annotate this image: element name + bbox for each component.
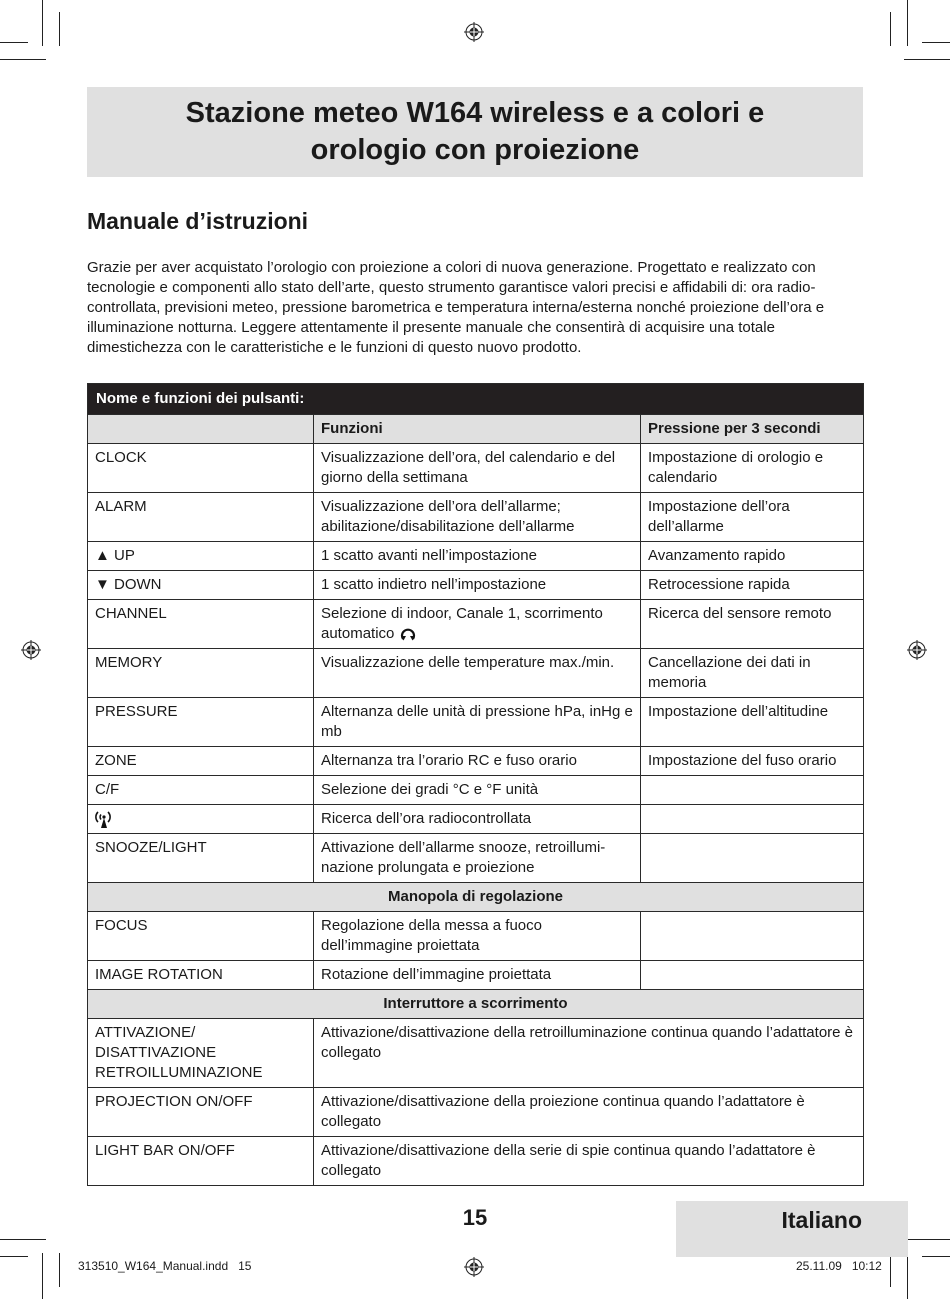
crop-mark xyxy=(904,1239,950,1240)
button-press-action: Impostazione del fuso orario xyxy=(641,747,864,776)
column-header-functions: Funzioni xyxy=(314,415,641,444)
table-heading: Nome e funzioni dei pulsanti: xyxy=(88,384,864,415)
table-row xyxy=(88,776,864,805)
button-press-action: Impostazione dell’altitudine xyxy=(641,698,864,747)
table-row xyxy=(88,1019,864,1088)
registration-mark-icon xyxy=(907,640,927,660)
crop-mark xyxy=(907,1253,908,1299)
table-row xyxy=(88,805,864,834)
button-function-cell xyxy=(314,600,641,649)
crop-mark xyxy=(0,59,46,60)
button-name: MEMORY xyxy=(88,649,314,698)
button-press-action: Ricerca del sensore remoto xyxy=(641,600,864,649)
crop-mark xyxy=(42,0,43,46)
button-press-action: Cancellazione dei dati in memoria xyxy=(641,649,864,698)
table-row xyxy=(88,698,864,747)
crop-mark xyxy=(0,1256,28,1257)
button-name: ▼ DOWN xyxy=(88,571,314,600)
button-name: SNOOZE/LIGHT xyxy=(88,834,314,883)
button-function: Ricerca dell’ora radiocontrollata xyxy=(314,805,641,834)
table-row xyxy=(88,649,864,698)
button-function: 1 scatto avanti nell’impostazione xyxy=(314,542,641,571)
language-label: Italiano xyxy=(781,1207,862,1233)
switch-name: LIGHT BAR ON/OFF xyxy=(88,1137,314,1186)
print-datetime: 25.11.09 10:12 xyxy=(796,1259,882,1273)
button-press-action xyxy=(641,912,864,961)
button-name-icon-cell xyxy=(88,805,314,834)
button-name: FOCUS xyxy=(88,912,314,961)
table-row xyxy=(88,542,864,571)
button-press-action: Impostazione di orologio e calendario xyxy=(641,444,864,493)
title-line-2: orologio con proiezione xyxy=(310,134,640,166)
button-function: 1 scatto indietro nell’impostazione xyxy=(314,571,641,600)
registration-mark-icon xyxy=(21,640,41,660)
button-function: Alternanza delle unità di pressione hPa, inHg e mb xyxy=(314,698,641,747)
crop-mark xyxy=(42,1253,43,1299)
button-name: IMAGE ROTATION xyxy=(88,961,314,990)
switch-name: ATTIVAZIONE/ DISATTIVAZIONE RETROILLUMINAZIONE xyxy=(88,1019,314,1088)
column-header-row xyxy=(88,415,864,444)
registration-mark-icon xyxy=(464,1257,484,1277)
button-name: ALARM xyxy=(88,493,314,542)
table-row xyxy=(88,1088,864,1137)
registration-mark-icon xyxy=(464,22,484,42)
crop-mark xyxy=(0,1239,46,1240)
button-press-action xyxy=(641,834,864,883)
button-function: Alternanza tra l’orario RC e fuso orario xyxy=(314,747,641,776)
button-press-action xyxy=(641,805,864,834)
table-row xyxy=(88,444,864,493)
button-press-action: Avanzamento rapido xyxy=(641,542,864,571)
crop-mark xyxy=(922,42,950,43)
table-row xyxy=(88,1137,864,1186)
button-name: PRESSURE xyxy=(88,698,314,747)
channel-cycle-icon xyxy=(399,626,417,642)
section-subtitle: Manuale d’istruzioni xyxy=(87,208,309,234)
crop-mark xyxy=(890,1253,891,1287)
table-heading-row xyxy=(88,384,864,415)
section-row-knob xyxy=(88,883,864,912)
switch-function: Attivazione/disattivazione della proiezione continua quando l’adattatore è collegato xyxy=(314,1088,864,1137)
table-row xyxy=(88,493,864,542)
title-line-1: Stazione meteo W164 wireless e a colori e xyxy=(185,97,765,129)
crop-mark xyxy=(0,42,28,43)
page-number: 15 xyxy=(462,1205,488,1230)
crop-mark xyxy=(922,1256,950,1257)
button-function: Regolazione della messa a fuoco dell’immagine proiettata xyxy=(314,912,641,961)
button-name: C/F xyxy=(88,776,314,805)
crop-mark xyxy=(904,59,950,60)
button-function: Rotazione dell’immagine proiettata xyxy=(314,961,641,990)
button-press-action xyxy=(641,776,864,805)
table-row xyxy=(88,747,864,776)
intro-paragraph: Grazie per aver acquistato l’orologio con proiezione a colori di nuova generazione. Progettato e realizzato con tecnologie e componenti allo stato dell’arte, questo strumento garantisce valori precisi e affidabili di: ora radio-controllata, previsioni meteo, pressione barometrica e temperatura interna/esterna nonché proiezione dell’ora e illuminazione notturna. Leggere attentamente il presente manuale che consentirà di acquisire una totale dimestichezza con le caratteristiche e le funzioni di questo nuovo prodotto. xyxy=(87,259,825,356)
button-name: ZONE xyxy=(88,747,314,776)
section-row-switch xyxy=(88,990,864,1019)
switch-function: Attivazione/disattivazione della serie di spie continua quando l’adattatore è collegato xyxy=(314,1137,864,1186)
buttons-table xyxy=(87,383,864,1186)
button-function: Selezione di indoor, Canale 1, scorrimento automatico xyxy=(321,605,603,642)
table-row xyxy=(88,834,864,883)
table-row xyxy=(88,961,864,990)
radio-tower-icon xyxy=(95,809,111,829)
button-press-action: Retrocessione rapida xyxy=(641,571,864,600)
button-press-action xyxy=(641,961,864,990)
button-function: Selezione dei gradi °C e °F unità xyxy=(314,776,641,805)
file-slug: 313510_W164_Manual.indd 15 xyxy=(78,1259,252,1273)
section-title-switch: Interruttore a scorrimento xyxy=(88,990,864,1019)
button-function: Attivazione dell’allarme snooze, retroillumi-nazione prolungata e proiezione xyxy=(314,834,641,883)
crop-mark xyxy=(59,1253,60,1287)
crop-mark xyxy=(907,0,908,46)
table-row xyxy=(88,600,864,649)
crop-mark xyxy=(890,12,891,46)
button-function: Visualizzazione delle temperature max./min. xyxy=(314,649,641,698)
button-name: CLOCK xyxy=(88,444,314,493)
column-header-press: Pressione per 3 secondi xyxy=(641,415,864,444)
table-row xyxy=(88,571,864,600)
button-function: Visualizzazione dell’ora dell’allarme; abilitazione/disabilitazione dell’allarme xyxy=(314,493,641,542)
table-row xyxy=(88,912,864,961)
title-banner xyxy=(87,87,863,177)
button-name: ▲ UP xyxy=(88,542,314,571)
crop-mark xyxy=(59,12,60,46)
language-tab xyxy=(676,1201,908,1257)
column-header-empty xyxy=(88,415,314,444)
section-title-knob: Manopola di regolazione xyxy=(88,883,864,912)
switch-name: PROJECTION ON/OFF xyxy=(88,1088,314,1137)
switch-function: Attivazione/disattivazione della retroilluminazione continua quando l’adattatore è collegato xyxy=(314,1019,864,1088)
button-name: CHANNEL xyxy=(88,600,314,649)
page-title xyxy=(186,95,765,169)
button-function: Visualizzazione dell’ora, del calendario e del giorno della settimana xyxy=(314,444,641,493)
button-press-action: Impostazione dell’ora dell’allarme xyxy=(641,493,864,542)
